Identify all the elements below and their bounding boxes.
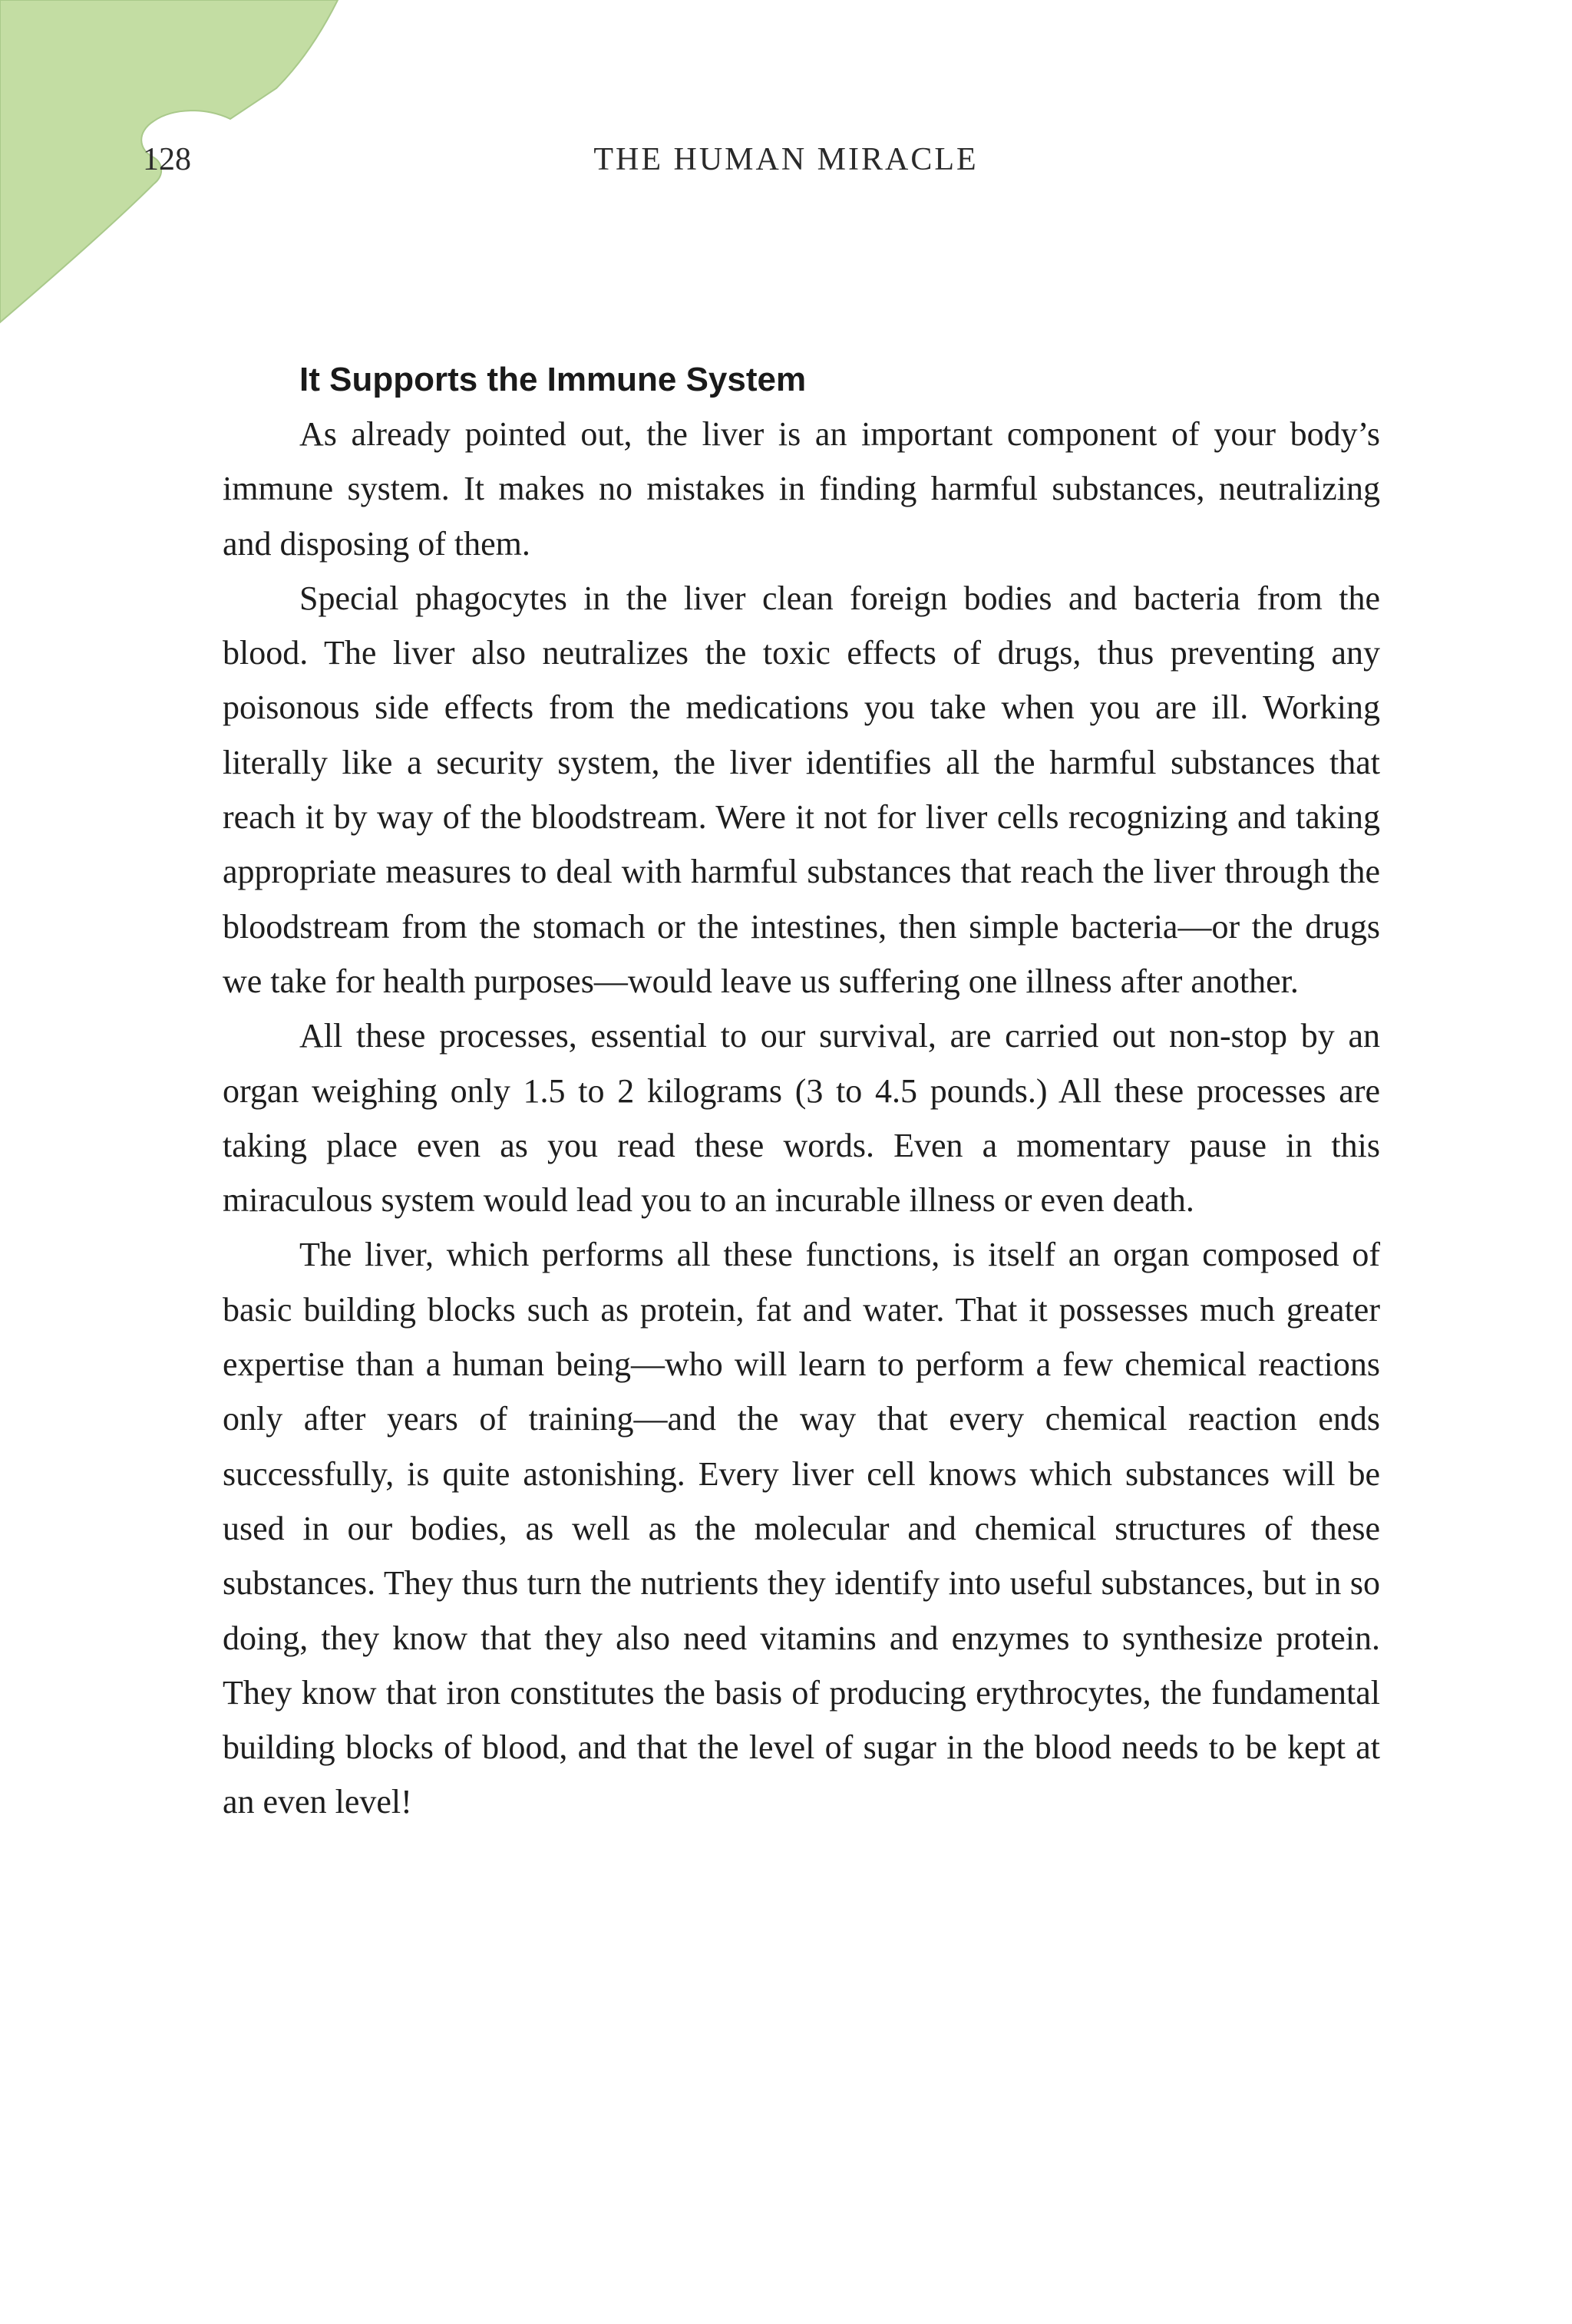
section-heading: It Supports the Immune System [299,361,807,398]
paragraph-immune-component: As already pointed out, the liver is an important component of your body’s immune system. It makes no mistakes in finding harmful substances, neutralizing and disposing of them. [223,415,1380,563]
paragraph-phagocytes: Special phagocytes in the liver clean foreign bodies and bacteria from the blood. The liver also neutralizes the toxic effects of drugs, thus preventing any poisonous side effects from the medications you take when you are ill. Working literally like a security system, the liver identifies all the harmful substances that reach it by way of the bloodstream. Were it not for liver cells recognizing and taking appropriate measures to deal with harmful substances that reach the liver through the bloodstream from the stomach or the intestines, then simple bacteria—or the drugs we take for health purposes—would leave us suffering one illness after another. [223,579,1380,1000]
paragraph-processes: All these processes, essential to our survival, are carried out non-stop by an organ weighing only 1.5 to 2 kilograms (3 to 4.5 pounds.) All these processes are taking place even as you read these words. Even a momentary pause in this miraculous system would lead you to an incurable illness or even death. [223,1017,1380,1220]
page-number: 128 [143,142,191,177]
paragraph-liver-functions: The liver, which performs all these functions, is itself an organ composed of basic building blocks such as protein, fat and water. That it possesses much greater expertise than a human being—who will learn to perform a few chemical reactions only after years of training—and the way that every chemical reaction ends successfully, is quite astonishing. Every liver cell knows which substances will be used in our bodies, as well as the molecular and chemical structures of these substances. They thus turn the nutrients they identify into useful substances, but in so doing, they know that they also need vitamins and enzymes to synthesize protein. They know that iron constitutes the basis of producing erythrocytes, the fundamental building blocks of blood, and that the level of sugar in the blood needs to be kept at an even level! [223,1236,1380,1821]
running-title: THE HUMAN MIRACLE [593,142,979,177]
page-body [223,353,1380,1830]
